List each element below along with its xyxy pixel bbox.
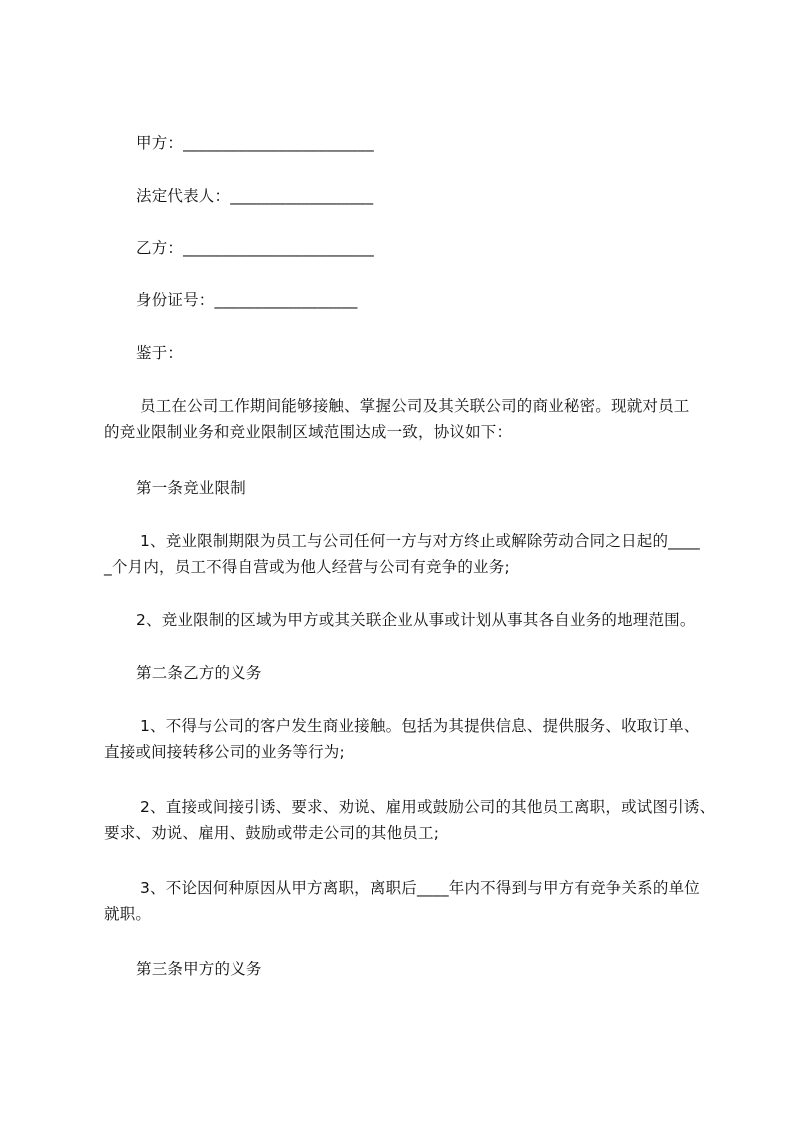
whereas-heading: 鉴于： xyxy=(136,344,184,362)
article-1-item-1-line-2: _个月内，员工不得自营或为他人经营与公司有竞争的业务; xyxy=(104,558,510,576)
article-2-item-2-line-2: 要求、劝说、雇用、鼓励或带走公司的其他员工; xyxy=(104,824,440,842)
article-2-item-3-line-2: 就职。 xyxy=(104,905,152,923)
article-1-title: 第一条竞业限制 xyxy=(136,479,246,497)
article-1-item-2: 2、竞业限制的区域为甲方或其关联企业从事或计划从事其各自业务的地理范围。 xyxy=(136,611,696,629)
party-a-field: 甲方：________________________ xyxy=(136,134,374,152)
article-2-item-2-line-1: 2、直接或间接引诱、要求、劝说、雇用或鼓励公司的其他员工离职，或试图引诱、 xyxy=(140,798,716,816)
legal-representative-field: 法定代表人：__________________ xyxy=(136,187,374,205)
article-2-item-1-line-2: 直接或间接转移公司的业务等行为; xyxy=(104,743,345,761)
article-1-item-1-line-1: 1、竞业限制期限为员工与公司任何一方与对方终止或解除劳动合同之日起的____ xyxy=(140,532,700,550)
article-3-title: 第三条甲方的义务 xyxy=(136,960,262,978)
party-b-field: 乙方：________________________ xyxy=(136,239,374,257)
article-2-item-3-line-1: 3、不论因何种原因从甲方离职，离职后____年内不得到与甲方有竞争关系的单位 xyxy=(140,879,700,897)
id-number-field: 身份证号：__________________ xyxy=(136,291,358,309)
article-2-item-1-line-1: 1、不得与公司的客户发生商业接触。包括为其提供信息、提供服务、收取订单、 xyxy=(140,717,700,735)
intro-paragraph-line-2: 的竞业限制业务和竞业限制区域范围达成一致，协议如下： xyxy=(104,423,513,441)
article-2-title: 第二条乙方的义务 xyxy=(136,664,262,682)
intro-paragraph-line-1: 员工在公司工作期间能够接触、掌握公司及其关联公司的商业秘密。现就对员工 xyxy=(140,397,690,415)
